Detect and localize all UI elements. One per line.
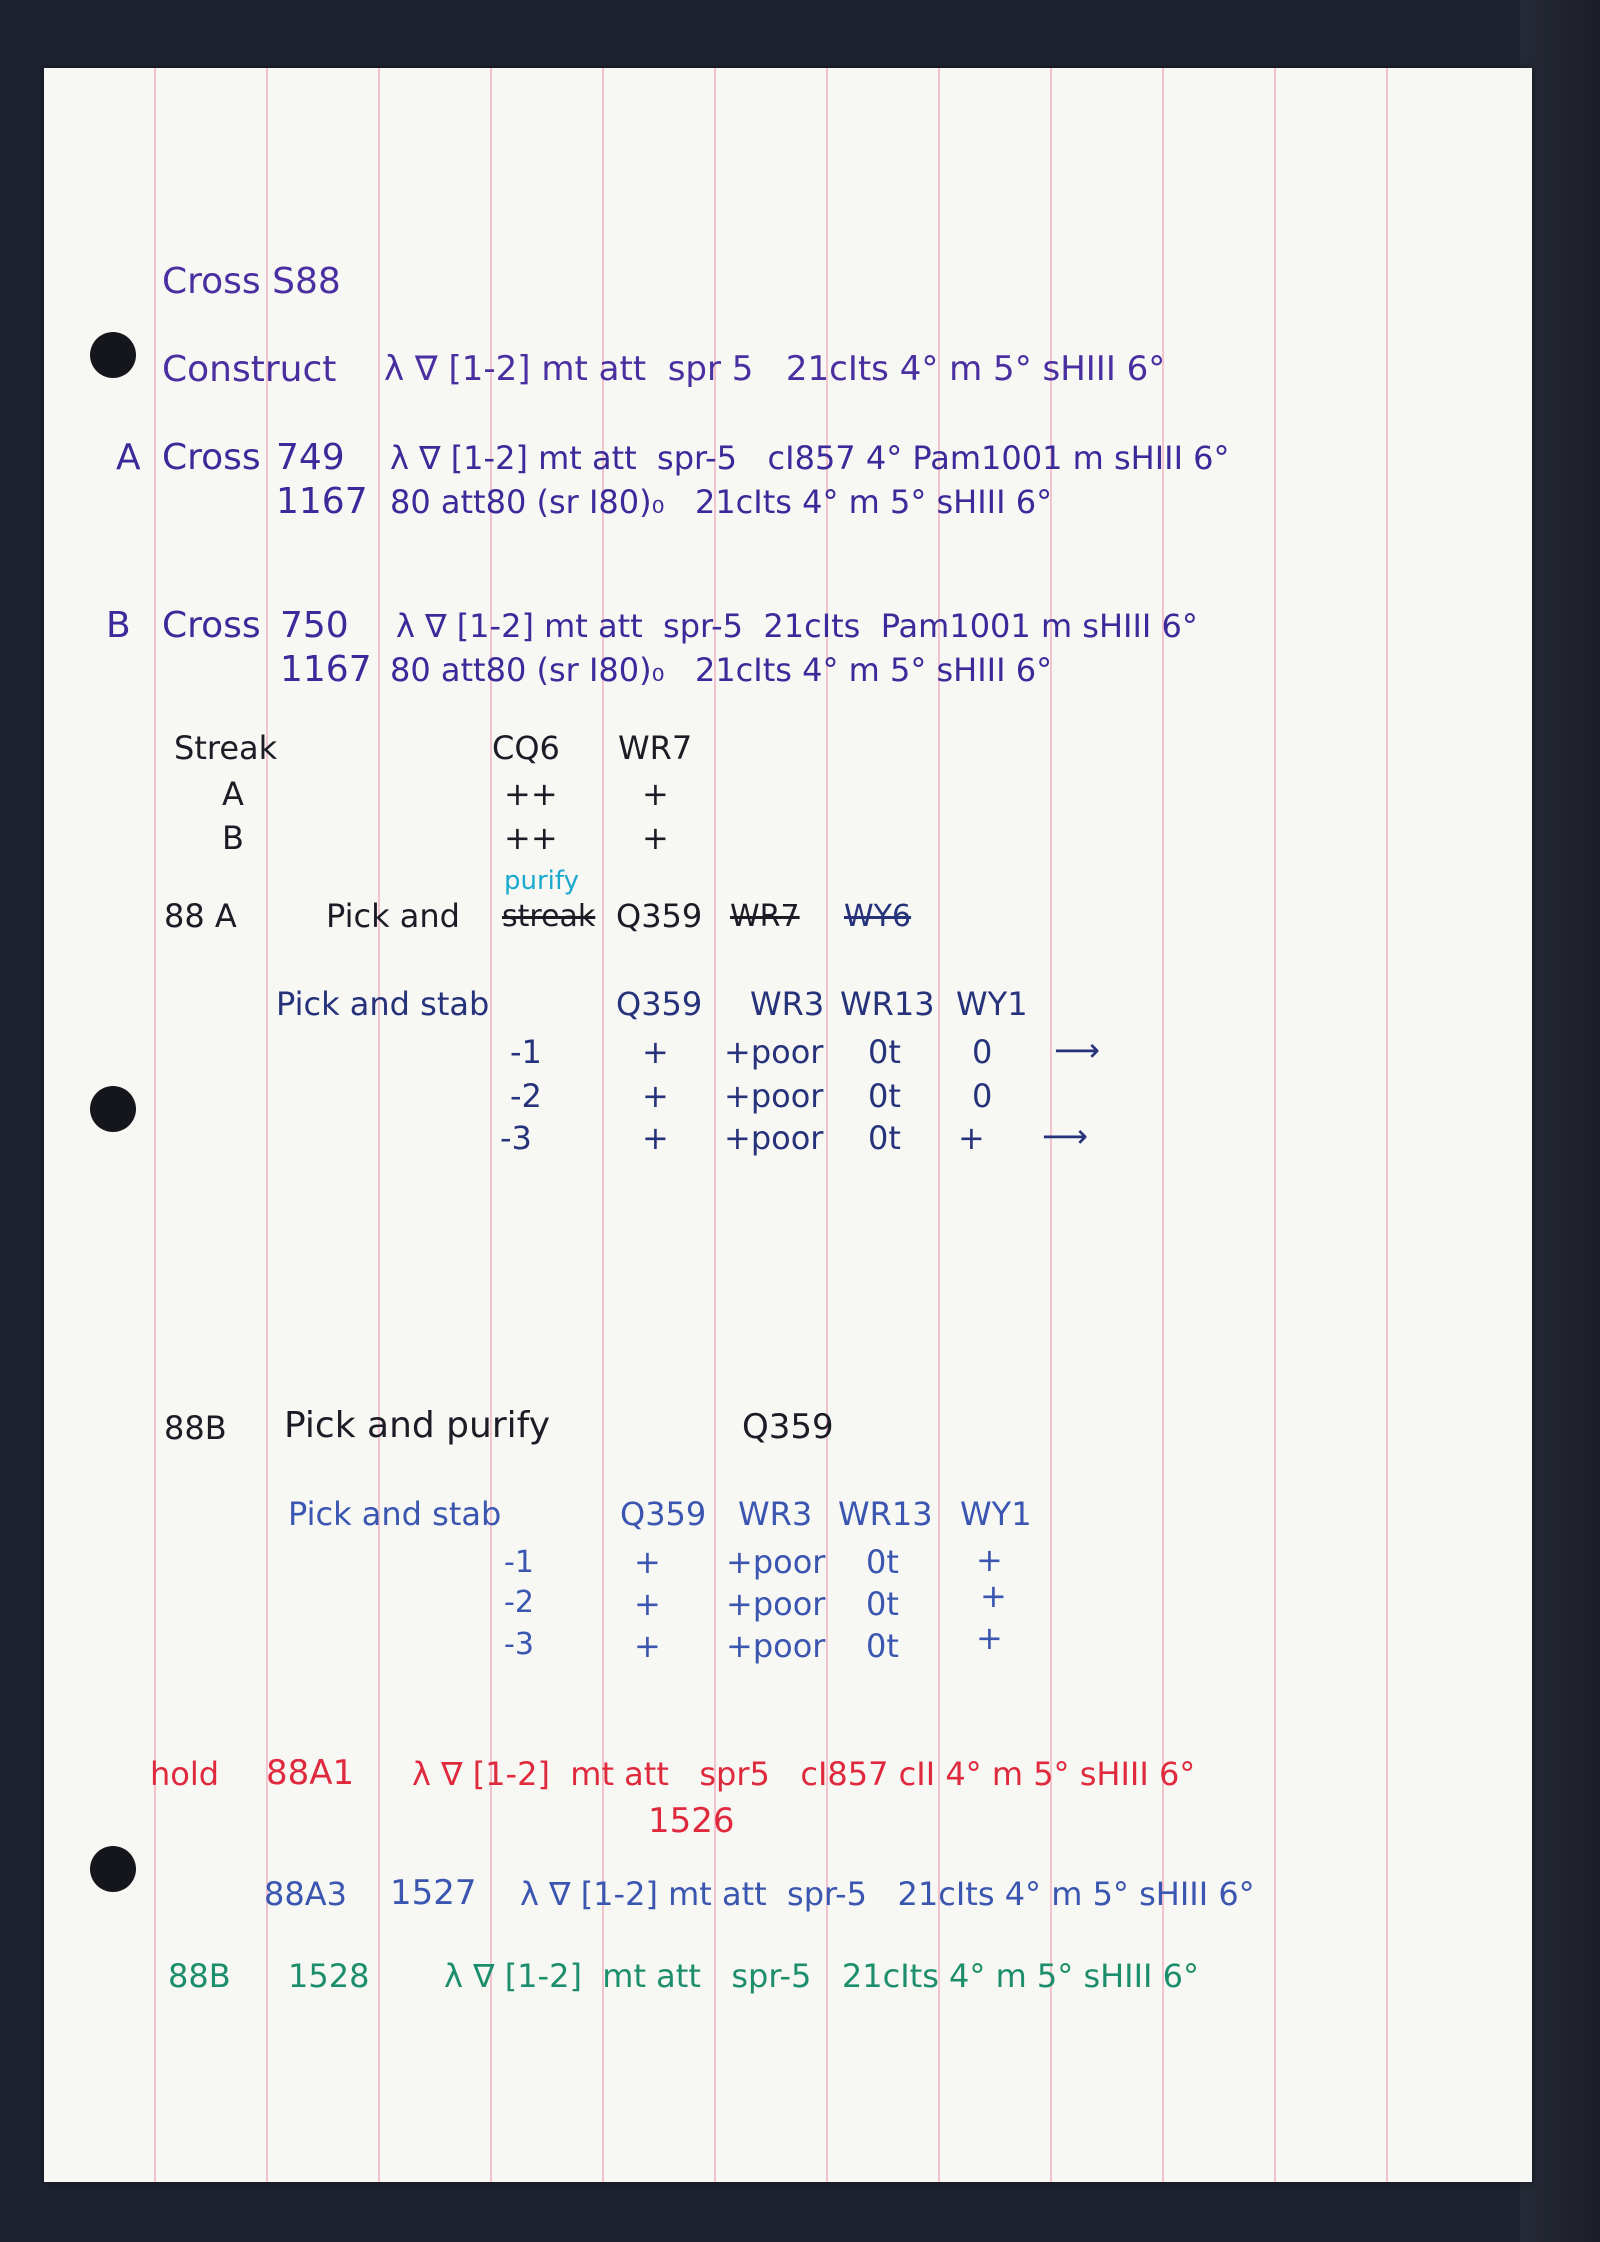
cross-a-line2: 80 att80 (sr I80)₀ 21cIts 4° m 5° sHIII 6° (390, 483, 1053, 521)
cross-a-label: Cross (162, 437, 261, 478)
cross-a-tag: A (116, 437, 141, 478)
ruling-line (1274, 68, 1276, 2182)
cell: 0t (866, 1543, 899, 1581)
cell: 0 (972, 1077, 993, 1115)
cell: 0t (868, 1077, 901, 1115)
punch-hole (90, 332, 136, 378)
purify-insertion: purify (504, 866, 579, 896)
punch-hole (90, 1846, 136, 1892)
subtable-88b-title: Pick and stab (288, 1495, 502, 1533)
section-88a-action: Pick and (326, 897, 460, 935)
subtable-88b-header: WR13 (838, 1495, 933, 1533)
cell: + (634, 1585, 661, 1623)
ruling-line (1386, 68, 1388, 2182)
cross-a-line1: λ ∇ [1-2] mt att spr-5 cI857 4° Pam1001 m sHIII 6° (390, 439, 1230, 477)
arrow-icon: ⟶ (1054, 1031, 1100, 1069)
streak-row-label: B (222, 819, 244, 857)
b-genotype: λ ∇ [1-2] mt att spr-5 21cIts 4° m 5° sHIII 6° (444, 1957, 1200, 1995)
row-label: -3 (500, 1119, 532, 1157)
struck-word-3: WY6 (844, 899, 912, 934)
subtable-88b-header: WR3 (738, 1495, 813, 1533)
cross-b-number2: 1167 (280, 649, 372, 690)
cell: +poor (724, 1033, 824, 1071)
cell: + (642, 1077, 669, 1115)
ruling-line (378, 68, 380, 2182)
cell: +poor (726, 1627, 826, 1665)
cell: +poor (726, 1585, 826, 1623)
cell: 0t (866, 1585, 899, 1623)
struck-word-2: WR7 (730, 899, 800, 934)
streak-cell: + (642, 819, 669, 857)
cell: + (976, 1619, 1003, 1657)
subtable-88a-title: Pick and stab (276, 985, 490, 1023)
streak-cell: ++ (504, 775, 558, 813)
row-label: -3 (504, 1627, 534, 1662)
cell: +poor (724, 1077, 824, 1115)
cross-a-number2: 1167 (276, 481, 368, 522)
subtable-88a-header: WR3 (750, 985, 825, 1023)
cell: + (634, 1543, 661, 1581)
hold-label: hold (150, 1755, 220, 1793)
subtable-88a-header: WR13 (840, 985, 935, 1023)
row-label: -2 (504, 1585, 534, 1620)
ruling-line (154, 68, 156, 2182)
subtable-88b-header: Q359 (620, 1495, 707, 1533)
cross-b-line1: λ ∇ [1-2] mt att spr-5 21cIts Pam1001 m sHIII 6° (396, 607, 1198, 645)
hold-genotype: λ ∇ [1-2] mt att spr5 cI857 cII 4° m 5° sHIII 6° (412, 1755, 1196, 1793)
subtable-88a-header: Q359 (616, 985, 703, 1023)
cross-b-tag: B (106, 605, 131, 646)
cell: + (634, 1627, 661, 1665)
row-label: -2 (510, 1077, 542, 1115)
streak-cell: ++ (504, 819, 558, 857)
row-label: -1 (510, 1033, 542, 1071)
cell: + (642, 1119, 669, 1157)
a3-number: 1527 (390, 1873, 477, 1913)
cell: +poor (724, 1119, 824, 1157)
a3-id: 88A3 (264, 1875, 347, 1913)
cell: 0 (972, 1033, 993, 1071)
cross-title: Cross S88 (162, 261, 341, 302)
cell: +poor (726, 1543, 826, 1581)
hold-id: 88A1 (266, 1753, 355, 1793)
notebook-page (44, 68, 1532, 2182)
a3-genotype: λ ∇ [1-2] mt att spr-5 21cIts 4° m 5° sHIII 6° (520, 1875, 1255, 1913)
subtable-88a-header: WY1 (956, 985, 1028, 1023)
subtable-88b-header: WY1 (960, 1495, 1032, 1533)
cell: + (958, 1119, 985, 1157)
section-88b-heading: 88B (164, 1409, 227, 1447)
cross-b-number: 750 (280, 605, 349, 646)
row-label: -1 (504, 1545, 534, 1580)
cross-b-line2: 80 att80 (sr I80)₀ 21cIts 4° m 5° sHIII 6° (390, 651, 1053, 689)
b-number: 1528 (288, 1957, 370, 1995)
streak-title: Streak (174, 729, 278, 767)
cross-b-label: Cross (162, 605, 261, 646)
streak-header-wr7: WR7 (618, 729, 693, 767)
construct-genotype: λ ∇ [1-2] mt att spr 5 21cIts 4° m 5° sHIII 6° (384, 349, 1166, 389)
cell: 0t (868, 1033, 901, 1071)
cross-a-number: 749 (276, 437, 345, 478)
streak-header-cq6: CQ6 (492, 729, 560, 767)
struck-word: streak (502, 899, 596, 934)
cell: + (980, 1577, 1007, 1615)
b-id: 88B (168, 1957, 231, 1995)
cell: + (976, 1541, 1003, 1579)
cell: 0t (868, 1119, 901, 1157)
dark-background-edge (1520, 0, 1600, 2242)
section-88a-heading: 88 A (164, 897, 237, 935)
hold-number: 1526 (648, 1801, 735, 1841)
streak-row-label: A (222, 775, 244, 813)
arrow-icon: ⟶ (1042, 1117, 1088, 1155)
section-88b-q: Q359 (742, 1407, 834, 1447)
section-88a-q: Q359 (616, 897, 703, 935)
punch-hole (90, 1086, 136, 1132)
cell: + (642, 1033, 669, 1071)
streak-cell: + (642, 775, 669, 813)
construct-label: Construct (162, 349, 337, 390)
section-88b-action: Pick and purify (284, 1405, 550, 1446)
cell: 0t (866, 1627, 899, 1665)
